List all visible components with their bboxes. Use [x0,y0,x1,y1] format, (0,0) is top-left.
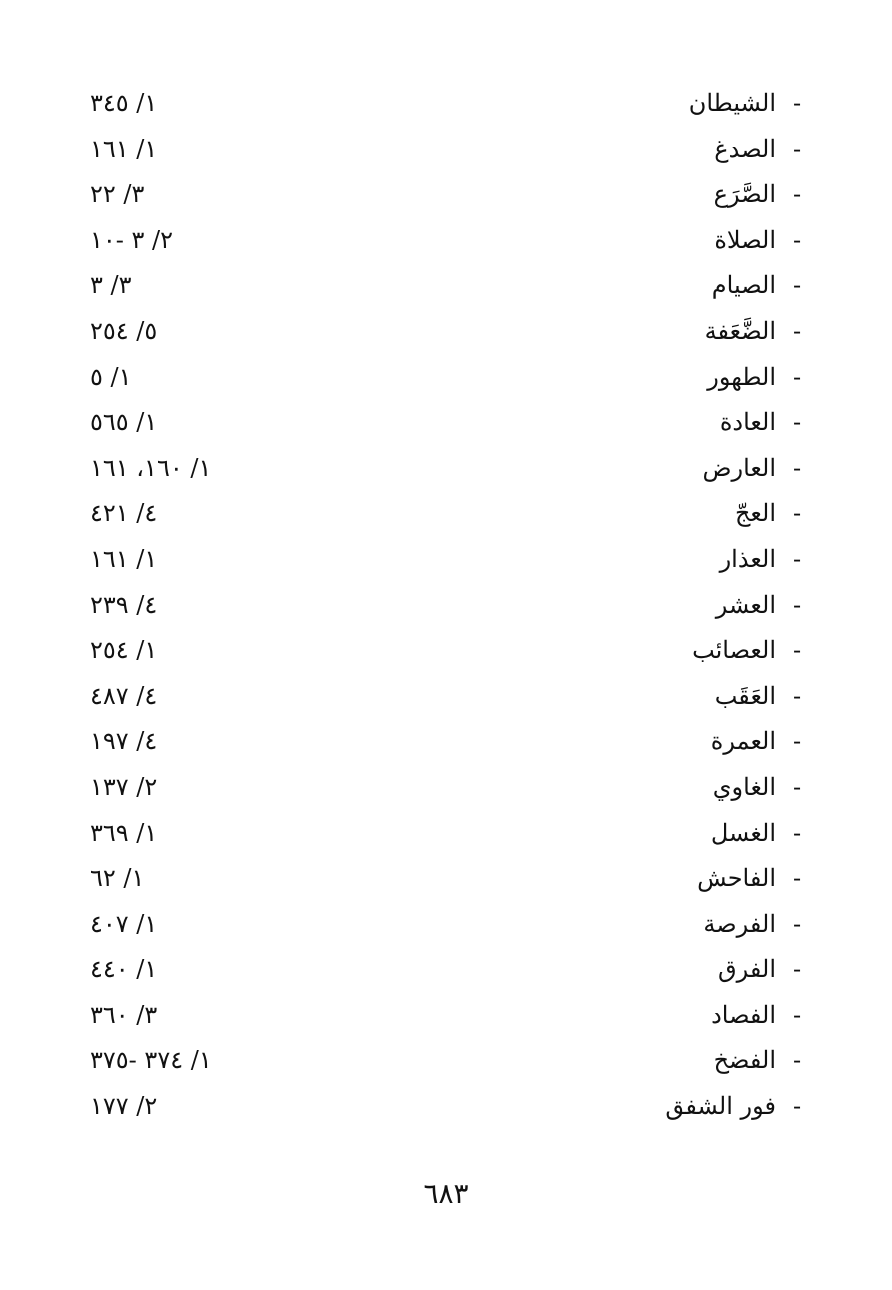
index-term: العشر [715,590,776,619]
index-entry [735,496,810,530]
index-entry [720,405,810,439]
page-reference: ٤/ ٢٣٩ [90,590,158,619]
index-entry [715,679,810,713]
index-list [80,78,810,1127]
index-entry [716,588,810,622]
index-row [80,716,810,762]
index-entry [707,360,810,394]
index-term: الغاوي [712,772,776,801]
index-term: الشيطان [688,89,776,117]
index-term: العذار [719,544,776,573]
index-term: العَقَب [714,681,776,710]
page-reference: ١/ ١٦١ [90,134,158,163]
index-term: الصيام [711,271,776,300]
page-reference: ١/ ٤٠٧ [90,909,158,938]
entry-dash: - [792,681,802,710]
index-term: الغسل [710,818,776,847]
index-row [80,124,810,170]
page-reference: ١/ ٤٤٠ [90,955,158,984]
entry-dash: - [792,408,802,437]
page-reference: ١/ ٣٦٩ [90,818,158,847]
index-entry [713,770,810,804]
index-term: الصدغ [714,134,776,163]
index-term: العصائب [692,636,776,665]
entry-dash: - [792,590,802,619]
entry-dash: - [792,362,802,391]
index-row [80,1035,810,1081]
index-row [80,944,810,990]
index-row [80,990,810,1036]
entry-dash: - [792,864,802,893]
index-entry [720,542,810,576]
index-term: العمرة [710,727,776,756]
index-row [80,397,810,443]
index-row [80,215,810,261]
index-row [80,671,810,717]
entry-dash: - [792,271,802,300]
page-reference: ١/ ٣٤٥ [90,89,158,117]
index-row [80,1081,810,1127]
index-term: الصلاة [714,225,776,254]
page-reference: ٤/ ٤٨٧ [90,681,158,710]
page-reference: ١/ ١٦١ [90,544,158,573]
page-reference: ١/ ٥ [90,362,132,391]
entry-dash: - [792,636,802,665]
page-reference: ١/ ١٦٠، ١٦١ [90,453,212,482]
index-term: الصَّرَع [713,180,776,209]
entry-dash: - [792,909,802,938]
index-entry [712,268,810,302]
index-entry [714,223,810,257]
page-reference: ٢/ ٣ -١٠ [90,225,174,254]
entry-dash: - [792,1046,802,1075]
index-entry [714,132,810,166]
page-reference: ١/ ٣٧٤ -٣٧٥ [90,1046,212,1075]
index-term: الفاحش [697,864,776,893]
index-entry [665,1089,810,1123]
entry-dash: - [792,544,802,573]
entry-dash: - [792,818,802,847]
index-row [80,352,810,398]
index-row [80,534,810,580]
index-row [80,762,810,808]
index-row [80,488,810,534]
index-entry [718,952,810,986]
index-term: العادة [719,408,776,437]
entry-dash: - [792,89,802,117]
entry-dash: - [792,955,802,984]
index-entry [711,724,810,758]
index-term: الفضخ [713,1046,776,1075]
entry-dash: - [792,316,802,345]
page-reference: ٣/ ٣٦٠ [90,1000,158,1029]
page-reference: ١/ ٢٥٤ [90,636,158,665]
index-term: العجّ [734,499,776,528]
index-term: الفرصة [703,909,776,938]
index-row [80,306,810,352]
entry-dash: - [792,1092,802,1121]
index-row [80,78,810,124]
index-entry [714,1043,810,1077]
page-reference: ٤/ ٤٢١ [90,499,158,528]
index-row [80,169,810,215]
index-entry [697,861,810,895]
page-reference: ٥/ ٢٥٤ [90,316,158,345]
entry-dash: - [792,772,802,801]
index-entry [689,86,810,120]
index-row [80,899,810,945]
index-entry [705,314,810,348]
index-term: الفصاد [711,1000,776,1029]
index-term: فور الشفق [665,1092,776,1121]
page-number: ٦٨٣ [423,1177,469,1210]
index-term: الفرق [718,955,776,984]
entry-dash: - [792,499,802,528]
entry-dash: - [792,1000,802,1029]
index-row [80,443,810,489]
entry-dash: - [792,180,802,209]
entry-dash: - [792,134,802,163]
index-entry [703,451,810,485]
index-entry [711,816,810,850]
index-entry [714,177,810,211]
index-row [80,808,810,854]
index-term: الطهور [707,362,776,391]
entry-dash: - [792,453,802,482]
index-term: الضَّعَفة [704,316,776,345]
page-reference: ٣/ ٢٢ [90,180,145,209]
index-term: العارض [702,453,776,482]
index-row [80,625,810,671]
page-reference: ١/ ٦٢ [90,864,145,893]
index-entry [692,633,810,667]
index-entry [711,998,810,1032]
entry-dash: - [792,727,802,756]
index-row [80,260,810,306]
index-row [80,853,810,899]
page-reference: ٣/ ٣ [90,271,132,300]
entry-dash: - [792,225,802,254]
index-row [80,580,810,626]
page-reference: ١/ ٥٦٥ [90,408,158,437]
page-reference: ٤/ ١٩٧ [90,727,158,756]
page-reference: ٢/ ١٧٧ [90,1092,158,1121]
page-reference: ٢/ ١٣٧ [90,772,158,801]
index-entry [703,907,810,941]
